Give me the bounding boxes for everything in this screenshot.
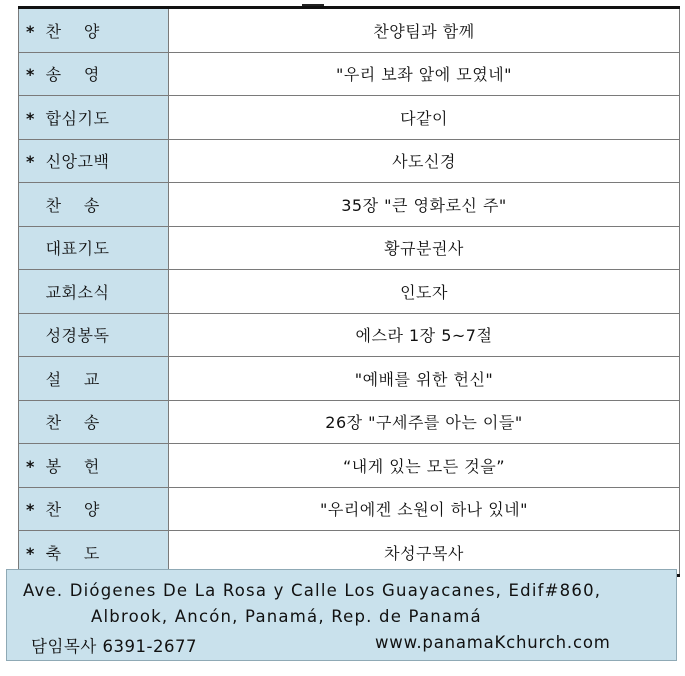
order-item-cell (19, 52, 169, 96)
address-line-1: Ave. Diógenes De La Rosa y Calle Los Guayacanes, Edif#860, (23, 581, 602, 600)
order-content-cell: 다같이 (169, 96, 680, 140)
order-row (19, 96, 680, 140)
order-content-cell: "예배를 위한 헌신" (169, 357, 680, 401)
standing-marker: * (26, 543, 35, 563)
order-item-label: 송 영 (45, 65, 100, 85)
standing-marker: * (26, 500, 35, 520)
order-item-cell (19, 139, 169, 183)
church-info-footer (6, 569, 677, 661)
order-item-cell (19, 226, 169, 270)
order-row (19, 139, 680, 183)
order-item-cell (19, 96, 169, 140)
address-line-2: Albrook, Ancón, Panamá, Rep. de Panamá (91, 607, 482, 626)
order-item-cell (19, 183, 169, 227)
order-content-cell: 황규분권사 (169, 226, 680, 270)
order-content-cell: "우리에겐 소원이 하나 있네" (169, 487, 680, 531)
order-content-cell: 사도신경 (169, 139, 680, 183)
order-item-cell (19, 487, 169, 531)
order-content-cell: 찬양팀과 함께 (169, 8, 680, 53)
order-row (19, 313, 680, 357)
order-item-label: 봉 헌 (45, 456, 100, 476)
order-item-cell (19, 357, 169, 401)
order-item-cell (19, 444, 169, 488)
order-content-cell: 26장 "구세주를 아는 이들" (169, 400, 680, 444)
order-row (19, 270, 680, 314)
standing-marker: * (26, 21, 35, 41)
order-content-cell: 35장 "큰 영화로신 주" (169, 183, 680, 227)
order-item-label: 설 교 (45, 369, 100, 389)
order-content-cell: 인도자 (169, 270, 680, 314)
order-row (19, 183, 680, 227)
order-row (19, 357, 680, 401)
order-row (19, 226, 680, 270)
order-row (19, 400, 680, 444)
order-item-label: 합심기도 (45, 108, 110, 128)
order-item-label: 찬 양 (45, 500, 100, 520)
pastor-phone: 담임목사 6391-2677 (31, 637, 197, 656)
order-content-cell: “내게 있는 모든 것을” (169, 444, 680, 488)
order-content-cell: 에스라 1장 5~7절 (169, 313, 680, 357)
order-item-label: 축 도 (45, 543, 100, 563)
worship-order-table (18, 6, 680, 577)
order-item-cell (19, 270, 169, 314)
order-content-cell: "우리 보좌 앞에 모였네" (169, 52, 680, 96)
order-item-label: 찬 송 (45, 195, 100, 215)
order-item-label: 교회소식 (45, 282, 110, 302)
order-item-cell (19, 8, 169, 53)
order-item-label: 대표기도 (45, 239, 110, 259)
order-item-label: 찬 양 (45, 21, 100, 41)
order-row (19, 487, 680, 531)
order-item-cell (19, 400, 169, 444)
order-item-label: 신앙고백 (45, 152, 110, 172)
order-item-label: 성경봉독 (45, 326, 110, 346)
order-item-cell (19, 313, 169, 357)
standing-marker: * (26, 456, 35, 476)
order-item-label: 찬 송 (45, 413, 100, 433)
standing-marker: * (26, 65, 35, 85)
order-row (19, 444, 680, 488)
order-row (19, 52, 680, 96)
order-content-cell: 차성구목사 (169, 531, 680, 576)
order-row (19, 8, 680, 53)
website-link[interactable]: www.panamaKchurch.com (375, 633, 611, 652)
standing-marker: * (26, 108, 35, 128)
standing-marker: * (26, 152, 35, 172)
